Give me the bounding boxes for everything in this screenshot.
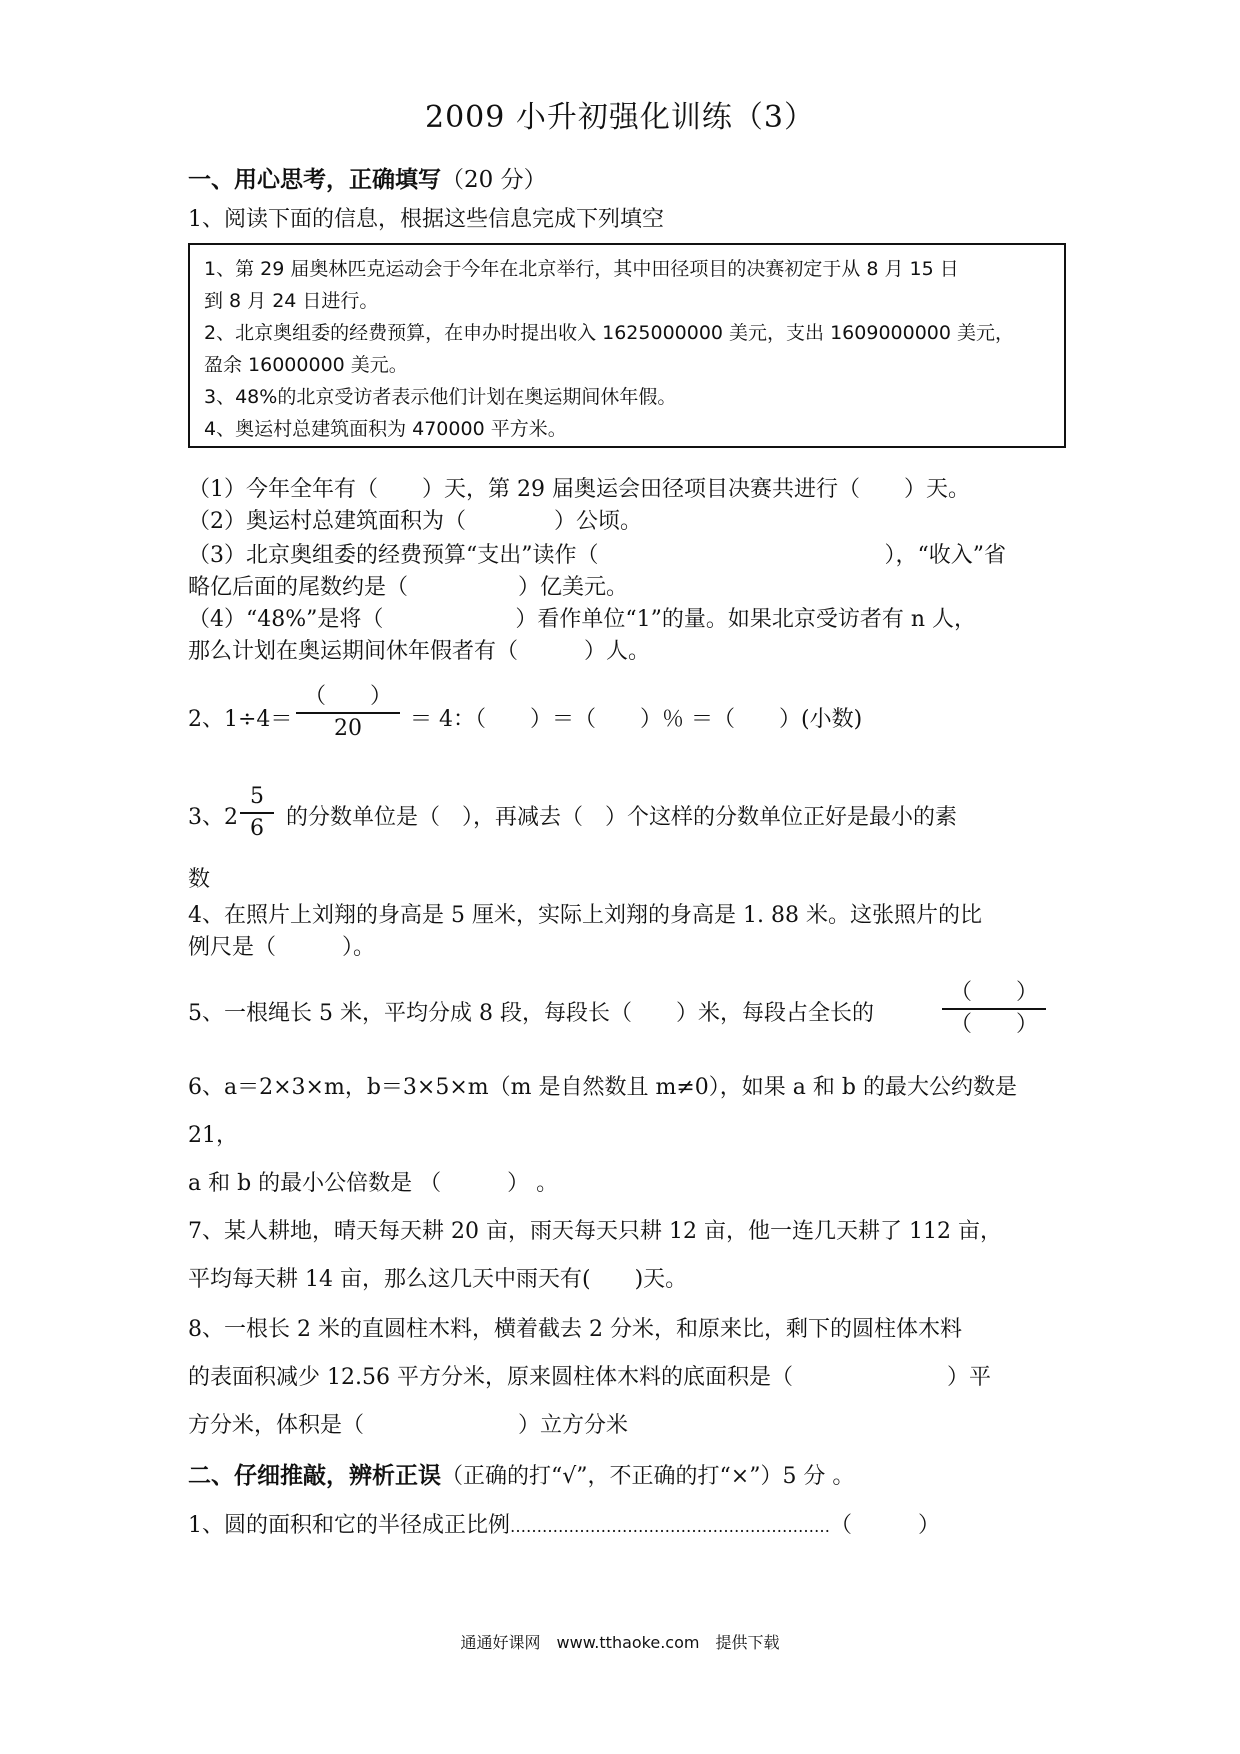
info-line: 1、第 29 届奥林匹克运动会于今年在北京举行，其中田径项目的决赛初定于从 8 月 15 日 bbox=[204, 258, 959, 280]
section1-points: （20 分） bbox=[441, 167, 547, 193]
s2-q1 bbox=[188, 1512, 940, 1541]
q1-intro: 1、阅读下面的信息，根据这些信息完成下列填空 bbox=[188, 207, 664, 232]
s2-q1-text: 1、圆的面积和它的半径成正比例 bbox=[188, 1513, 510, 1538]
q5-fraction bbox=[942, 980, 1046, 1038]
info-line: 4、奥运村总建筑面积为 470000 平方米。 bbox=[204, 418, 567, 440]
q4-line2: 例尺是（ ）。 bbox=[188, 935, 376, 960]
fraction-numerator: 5 bbox=[250, 784, 264, 809]
q6-line2: 21， bbox=[188, 1123, 238, 1148]
fraction-denominator: 20 bbox=[334, 716, 362, 741]
q1-sub4-line2: 那么计划在奥运期间休年假者有（ ）人。 bbox=[188, 639, 651, 664]
fraction-denominator: 6 bbox=[250, 816, 264, 841]
fraction-bar bbox=[942, 1008, 1046, 1010]
q1-sub3-line2: 略亿后面的尾数约是（ ）亿美元。 bbox=[188, 575, 629, 600]
section2-note: （正确的打“√”，不正确的打“×”）5 分 。 bbox=[441, 1464, 855, 1489]
q3-cont: 数 bbox=[188, 867, 211, 892]
info-box bbox=[188, 243, 1066, 448]
info-line: 3、48%的北京受访者表示他们计划在奥运期间休年假。 bbox=[204, 386, 677, 408]
q8-line2: 的表面积减少 12.56 平方分米，原来圆柱体木料的底面积是（ ）平 bbox=[188, 1365, 991, 1390]
q7-line1: 7、某人耕地，晴天每天耕 20 亩，雨天每天只耕 12 亩，他一连几天耕了 112 亩， bbox=[188, 1219, 1002, 1244]
q2-prefix: 2、1÷4＝ bbox=[188, 707, 293, 732]
q1-sub1: （1）今年全年有（ ）天，第 29 届奥运会田径项目决赛共进行（ ）天。 bbox=[188, 477, 970, 502]
q8-line1: 8、一根长 2 米的直圆柱木料，横着截去 2 分米，和原来比，剩下的圆柱体木料 bbox=[188, 1317, 962, 1342]
q2-rest: ＝ 4：（ ）＝（ ）％ ＝（ ）(小数) bbox=[410, 707, 863, 732]
page-title: 2009 小升初强化训练（3） bbox=[425, 100, 815, 135]
info-line: 到 8 月 24 日进行。 bbox=[204, 290, 379, 312]
s2-q1-dots: …………………………………………………… bbox=[510, 1517, 830, 1536]
fraction-bar bbox=[240, 812, 274, 814]
info-line: 盈余 16000000 美元。 bbox=[204, 354, 408, 376]
q4-line1: 4、在照片上刘翔的身高是 5 厘米，实际上刘翔的身高是 1. 88 米。这张照片的比 bbox=[188, 903, 982, 928]
section2-heading-text: 二、仔细推敲，辨析正误 bbox=[188, 1462, 441, 1489]
q3-prefix: 3、2 bbox=[188, 805, 238, 830]
q3-rest: 的分数单位是（ ），再减去（ ）个这样的分数单位正好是最小的素 bbox=[286, 805, 958, 830]
q7-line2: 平均每天耕 14 亩，那么这几天中雨天有( )天。 bbox=[188, 1267, 688, 1292]
q2-fraction bbox=[296, 684, 400, 742]
page-footer: 通通好课网 www.tthaoke.com 提供下载 bbox=[460, 1633, 780, 1652]
fraction-bar bbox=[296, 712, 400, 714]
fraction-numerator: （ ） bbox=[303, 684, 392, 709]
q6-line1: 6、a＝2×3×m，b＝3×5×m（m 是自然数且 m≠0），如果 a 和 b 的最大公约数是 bbox=[188, 1075, 1017, 1100]
q6-line3: a 和 b 的最小公倍数是 （ ） 。 bbox=[188, 1171, 559, 1196]
q1-sub3-line1: （3）北京奥组委的经费预算“支出”读作（ ），“收入”省 bbox=[188, 543, 1006, 568]
q3-fraction bbox=[240, 784, 274, 842]
section1-heading bbox=[188, 166, 547, 194]
q1-sub4-line1: （4）“48%”是将（ ）看作单位“1”的量。如果北京受访者有 n 人， bbox=[188, 607, 977, 632]
s2-q1-blank: （ ） bbox=[830, 1513, 941, 1538]
info-line: 2、北京奥组委的经费预算，在申办时提出收入 1625000000 美元，支出 1609000000 美元， bbox=[204, 322, 1015, 344]
fraction-denominator: （ ） bbox=[949, 1012, 1038, 1037]
fraction-numerator: （ ） bbox=[949, 980, 1038, 1005]
q1-sub2: （2）奥运村总建筑面积为（ ）公顷。 bbox=[188, 509, 642, 534]
section2-heading bbox=[188, 1462, 854, 1491]
section1-heading-text: 一、用心思考，正确填写 bbox=[188, 166, 441, 193]
q5-text: 5、一根绳长 5 米，平均分成 8 段，每段长（ ）米，每段占全长的 bbox=[188, 1001, 874, 1026]
q8-line3: 方分米，体积是（ ）立方分米 bbox=[188, 1413, 629, 1438]
